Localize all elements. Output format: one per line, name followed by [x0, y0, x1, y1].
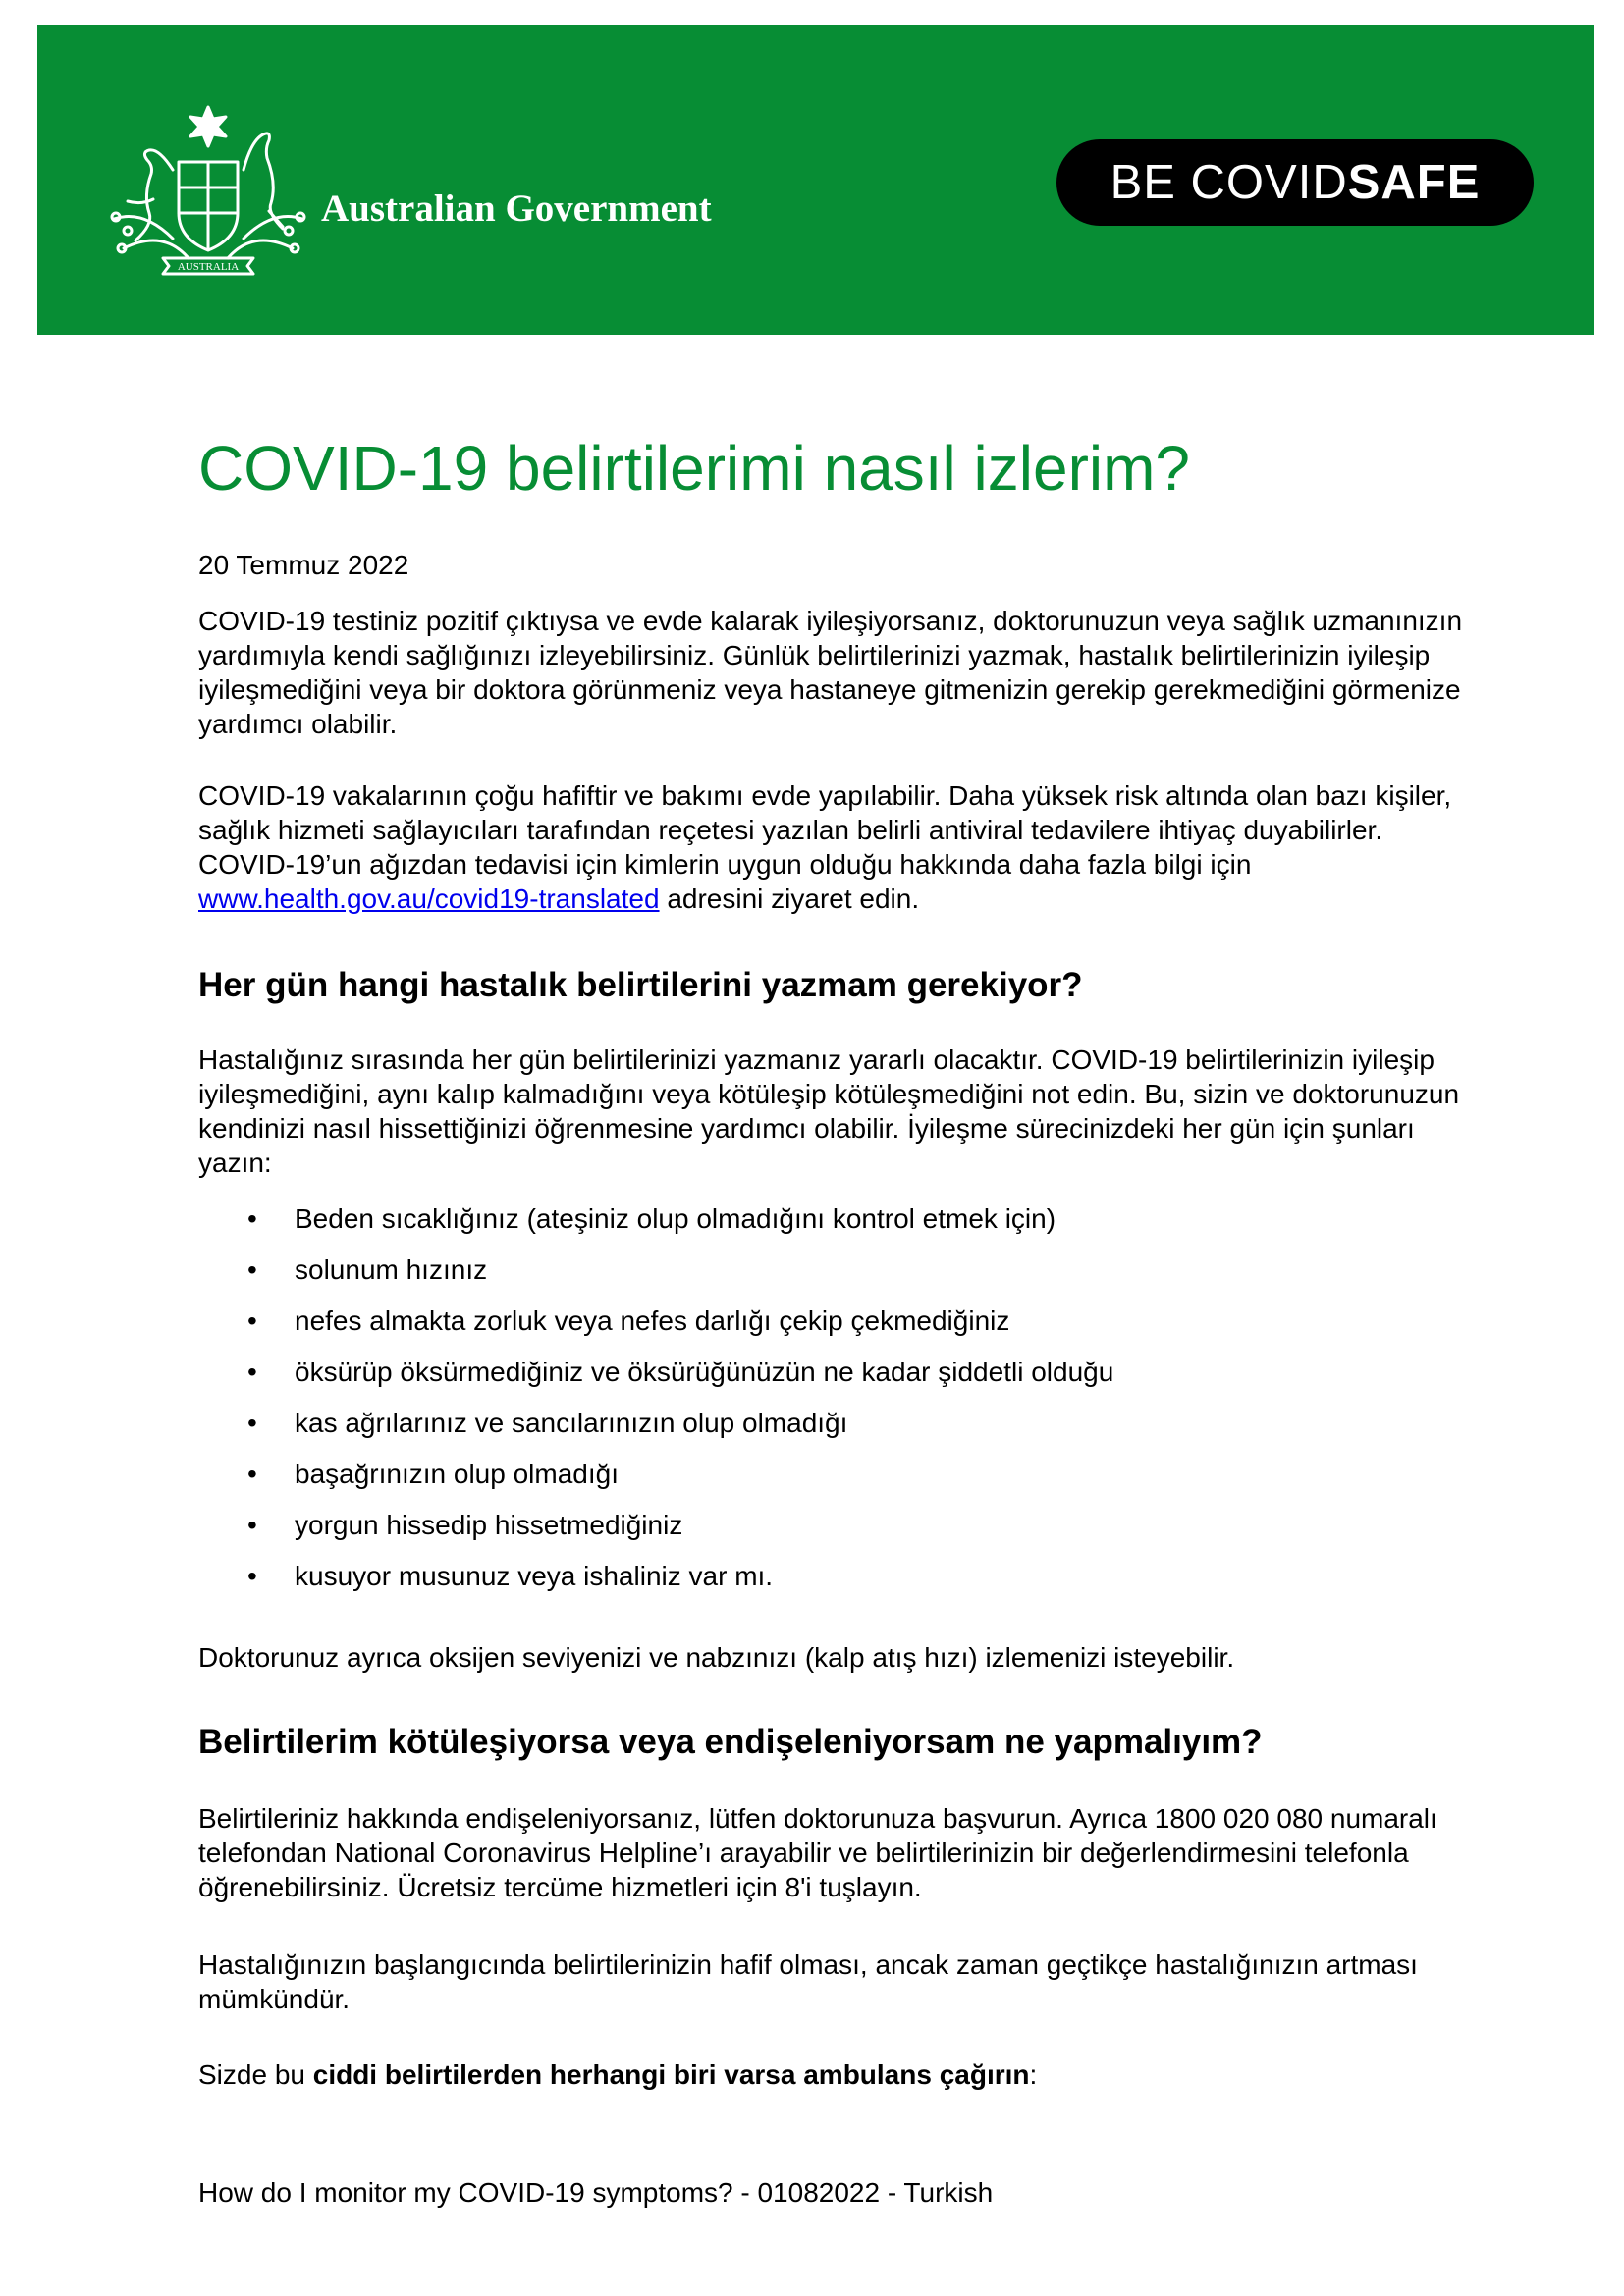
badge-text-light: BE COVID [1110, 156, 1348, 209]
header-banner [37, 25, 1594, 335]
list-item: • yorgun hissedip hissetmediğiniz [198, 1508, 1113, 1559]
list-item: • başağrınızın olup olmadığı [198, 1457, 1113, 1508]
list-item: • kas ağrılarınız ve sancılarınızın olup olmadığı [198, 1406, 1113, 1457]
coat-of-arms-icon [94, 101, 322, 284]
helpline-paragraph: Belirtileriniz hakkında endişeleniyorsanız, lütfen doktorunuza başvurun. Ayrıca 1800 020 080 numaralı telefondan National Coronavirus Helpline’ı arayabilir ve belirtilerinizin bir değerlendirmesini telefonla öğrenebilirsiniz. Ücretsiz tercüme hizmetleri için 8'i tuşlayın. [198, 1803, 1437, 1902]
symptom-list [198, 1201, 1113, 1610]
section-heading-daily-symptoms: Her gün hangi hastalık belirtilerini yazmam gerekiyor? [198, 966, 1083, 1004]
covidsafe-badge [1056, 139, 1534, 226]
oxygen-paragraph: Doktorunuz ayrıca oksijen seviyenizi ve nabzınızı (kalp atış hızı) izlemenizi isteyebilir. [198, 1642, 1235, 1673]
daily-symptoms-paragraph: Hastalığınız sırasında her gün belirtilerinizi yazmanız yararlı olacaktır. COVID-19 belirtilerinizin iyileşip iyileşmediğini, aynı kalıp kalmadığını veya kötüleşip kötüleşmediğini not edin. Bu, sizin ve doktorunuzun kendinizi nasıl hissettiğinizi öğrenmesine yardımcı olabilir. İyileşme sürecinizdeki her gün için şunları yazın: [198, 1044, 1460, 1178]
treatment-text-before: COVID-19 vakalarının çoğu hafiftir ve bakımı evde yapılabilir. Daha yüksek risk altında olan bazı kişiler, sağlık hizmeti sağlayıcıları tarafından reçetesi yazılan belirli antiviral tedavilere ihtiyaç duyabilirler. COVID-19’un ağızdan tedavisi için kimlerin uygun olduğu hakkında daha fazla bilgi için [198, 780, 1452, 880]
page-footer: How do I monitor my COVID-19 symptoms? - 01082022 - Turkish [198, 2177, 994, 2208]
document-date: 20 Temmuz 2022 [198, 550, 409, 580]
list-item: • öksürüp öksürmediğiniz ve öksürüğünüzün ne kadar şiddetli olduğu [198, 1355, 1113, 1406]
treatment-paragraph [198, 778, 1465, 916]
progression-paragraph: Hastalığınızın başlangıcında belirtilerinizin hafif olması, ancak zaman geçtikçe hastalığınızın artması mümkündür. [198, 1949, 1418, 2014]
page-title: COVID-19 belirtilerimi nasıl izlerim? [198, 433, 1190, 504]
badge-text-bold: SAFE [1347, 156, 1481, 209]
health-website-link[interactable]: www.health.gov.au/covid19-translated [198, 883, 660, 914]
ambulance-text-before: Sizde bu [198, 2059, 313, 2090]
ambulance-text-after: : [1029, 2059, 1038, 2090]
list-item: • Beden sıcaklığınız (ateşiniz olup olmadığını kontrol etmek için) [198, 1201, 1113, 1253]
svg-text:AUSTRALIA: AUSTRALIA [177, 261, 240, 273]
intro-paragraph: COVID-19 testiniz pozitif çıktıysa ve evde kalarak iyileşiyorsanız, doktorunuzun veya sağlık uzmanınızın yardımıyla kendi sağlığınızı izleyebilirsiniz. Günlük belirtilerinizi yazmak, hastalık belirtilerinizin iyileşip iyileşmediğini veya bir doktora görünmeniz veya hastaneye gitmenizin gerekip gerekmediğini görmenize yardımcı olabilir. [198, 606, 1463, 739]
list-item: • kusuyor musunuz veya ishaliniz var mı. [198, 1559, 1113, 1610]
ambulance-text-bold: ciddi belirtilerden herhangi biri varsa ambulans çağırın [312, 2059, 1030, 2090]
list-item: • nefes almakta zorluk veya nefes darlığı çekip çekmediğiniz [198, 1304, 1113, 1355]
government-name: Australian Government [321, 187, 712, 230]
list-item: • solunum hızınız [198, 1253, 1113, 1304]
section-heading-worsening: Belirtilerim kötüleşiyorsa veya endişeleniyorsam ne yapmalıyım? [198, 1723, 1263, 1761]
ambulance-paragraph [198, 2057, 1465, 2092]
treatment-text-after: adresini ziyaret edin. [659, 883, 920, 914]
